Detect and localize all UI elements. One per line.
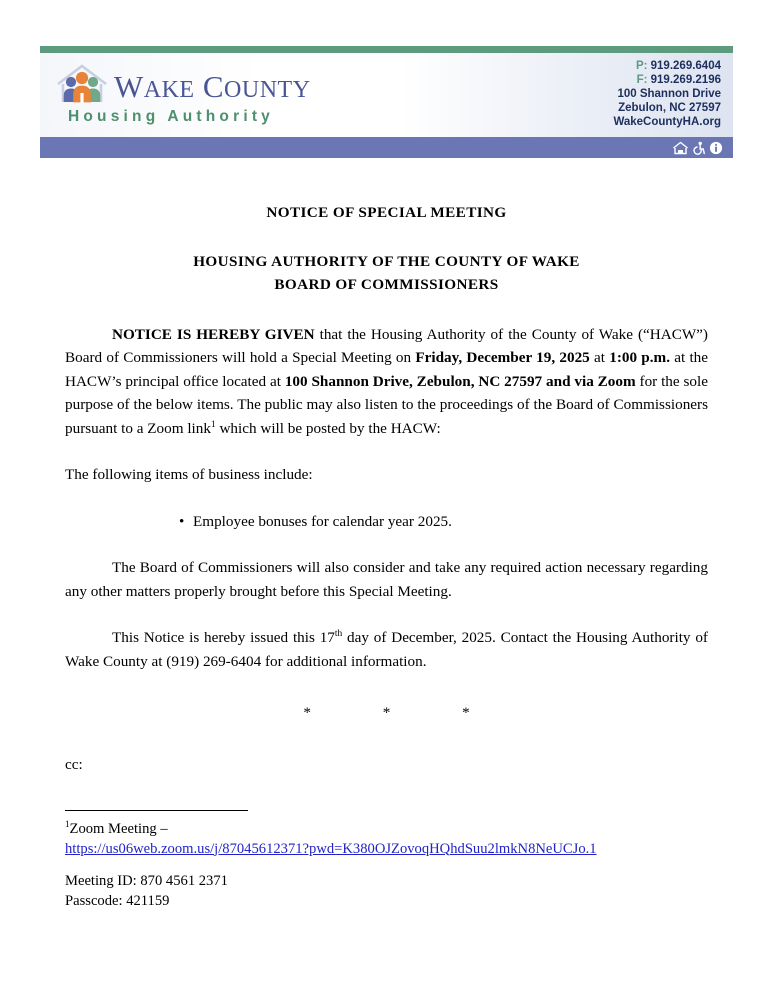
accessibility-wheelchair-icon xyxy=(692,141,706,155)
footnote-marker: 1 xyxy=(65,819,70,830)
cc-label: cc: xyxy=(65,755,83,773)
other-matters-paragraph xyxy=(65,556,708,603)
issuance-segment-1: This Notice is hereby issued this 17 xyxy=(112,629,335,647)
letterhead-contact-block xyxy=(613,53,733,129)
issuance-segment-2: day of December, 2025. Contact the Housing Authority of Wake County at (919) 269-6404 for additional information. xyxy=(65,629,708,670)
notice-lead-bold: NOTICE IS HEREBY GIVEN xyxy=(112,325,315,343)
notice-segment-5: which will be posted by the HACW: xyxy=(215,419,441,437)
issuance-paragraph xyxy=(65,626,708,673)
letterhead-top-green-bar xyxy=(40,46,733,53)
zoom-passcode: Passcode: 421159 xyxy=(65,892,170,909)
contact-fax-label: F: xyxy=(636,74,648,86)
notice-heading-authority: HOUSING AUTHORITY OF THE COUNTY OF WAKE xyxy=(193,253,580,271)
items-of-business-intro: The following items of business include: xyxy=(65,466,313,484)
contact-phone-label: P: xyxy=(635,60,648,72)
logo-wordmark: WAKE COUNTY xyxy=(114,69,311,104)
contact-city-state-zip: Zebulon, NC 27597 xyxy=(618,102,721,114)
business-item-list-item xyxy=(65,510,708,534)
logo-subtitle: Housing Authority xyxy=(68,108,275,125)
notice-heading-primary: NOTICE OF SPECIAL MEETING xyxy=(266,204,507,221)
footnote-separator-rule xyxy=(65,810,248,811)
contact-phone-value: 919.269.6404 xyxy=(650,60,721,72)
business-item-text: Employee bonuses for calendar year 2025. xyxy=(193,512,452,530)
organization-logo-block xyxy=(40,53,311,126)
letterhead-body xyxy=(40,53,733,137)
footnote-section xyxy=(65,810,708,911)
section-separator-asterisks: * * * xyxy=(303,704,504,722)
contact-fax-value: 919.269.2196 xyxy=(650,74,721,86)
document-body xyxy=(65,205,708,776)
footnote-url-line xyxy=(65,840,708,860)
notice-segment-4: for the sole purpose of the below items. The public may also listen to the proceedings of the Board of Commissioners pursuant to a Zoom link xyxy=(65,372,708,437)
zoom-meeting-link[interactable]: https://us06web.zoom.us/j/87045612371?pwd=K380OJZovoqHQhdSuu2lmkN8NeUCJo.1 xyxy=(65,840,597,857)
equal-housing-opportunity-icon xyxy=(672,141,689,155)
notice-segment-1: that the Housing Authority of the County of Wake (“HACW”) Board of Commissioners will hold a Special Meeting on xyxy=(65,325,708,367)
meeting-time: 1:00 p.m. xyxy=(609,349,670,367)
zoom-meeting-id: Meeting ID: 870 4561 2371 xyxy=(65,873,228,889)
notice-segment-3: at the HACW’s principal office located at xyxy=(65,349,709,390)
other-matters-text: The Board of Commissioners will also consider and take any required action necessary regarding any other matters properly brought before this Special Meeting. xyxy=(65,559,708,600)
notice-main-paragraph xyxy=(65,323,708,441)
ordinal-suffix: th xyxy=(334,629,343,640)
letterhead-bottom-blue-bar xyxy=(40,137,733,158)
meeting-date: Friday, December 19, 2025 xyxy=(415,349,590,367)
meeting-location: 100 Shannon Drive, Zebulon, NC 27597 and via Zoom xyxy=(284,372,636,390)
letterhead xyxy=(40,46,733,158)
info-icon xyxy=(709,141,723,155)
notice-heading-board: BOARD OF COMMISSIONERS xyxy=(274,276,499,294)
bullet-marker: • xyxy=(179,512,185,530)
footnote-reference-marker: 1 xyxy=(210,419,216,430)
letterhead-badge-icons xyxy=(672,141,723,155)
footnote-title: Zoom Meeting – xyxy=(69,821,168,837)
contact-website[interactable]: WakeCountyHA.org xyxy=(613,116,721,128)
footnote-title-line xyxy=(65,820,708,840)
notice-segment-2: at xyxy=(589,349,610,367)
contact-fax-row xyxy=(613,73,721,87)
contact-phone-row xyxy=(613,59,721,73)
house-with-three-people-logo-icon xyxy=(54,62,110,106)
contact-street: 100 Shannon Drive xyxy=(617,88,721,100)
